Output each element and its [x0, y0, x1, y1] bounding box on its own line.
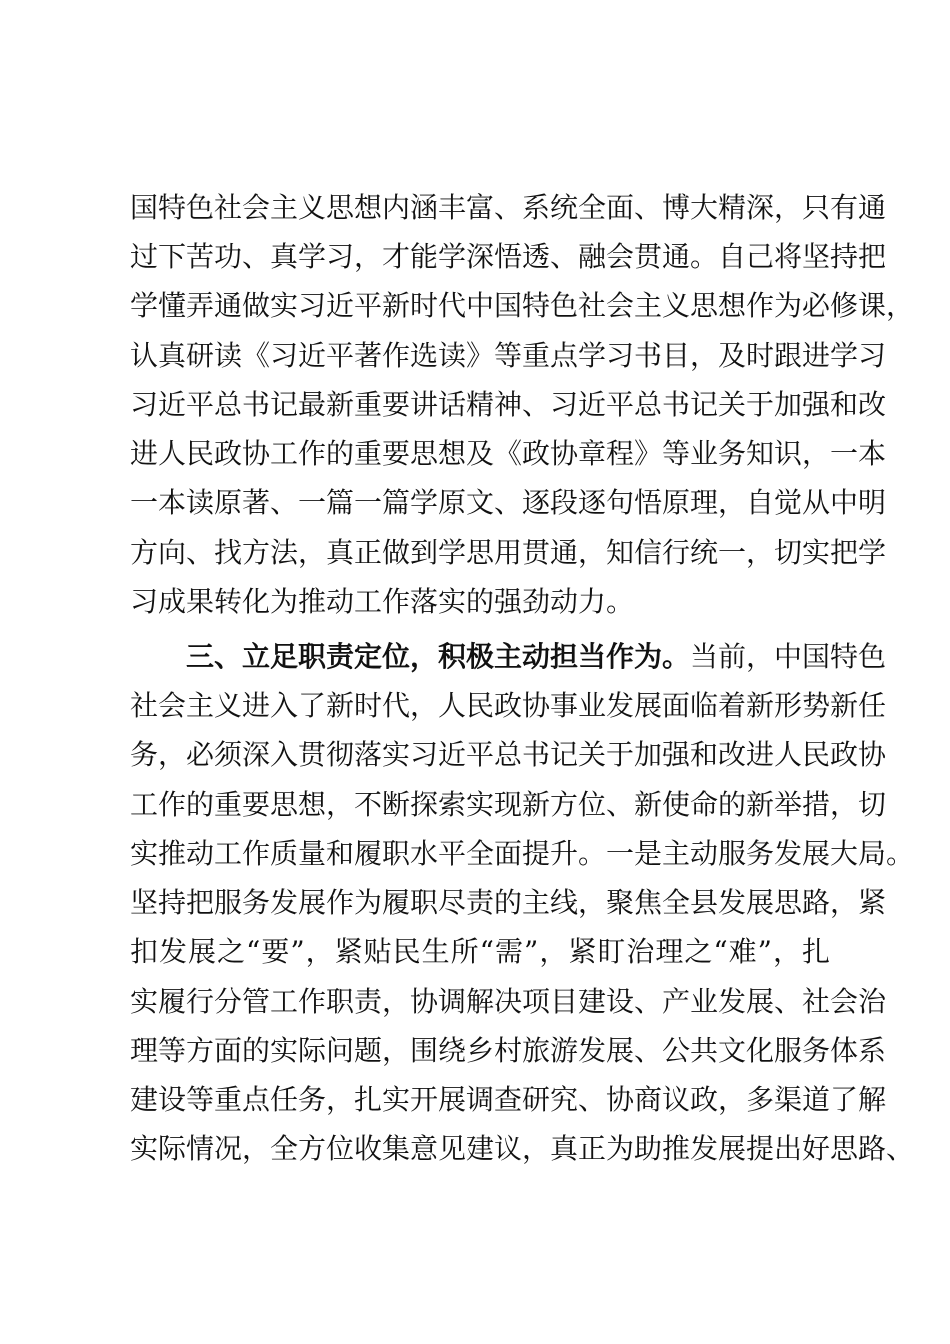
paragraph-1-line-8: 方向、找方法，真正做到学思用贯通，知信行统一，切实把学	[130, 536, 887, 569]
paragraph-1-line-7: 一本读原著、一篇一篇学原文、逐段逐句悟原理，自觉从中明	[130, 486, 887, 519]
paragraph-2-line-6: 坚持把服务发展作为履职尽责的主线，聚焦全县发展思路，紧	[130, 886, 887, 919]
paragraph-2-line-9: 理等方面的实际问题，围绕乡村旅游发展、公共文化服务体系	[130, 1034, 887, 1067]
paragraph-1-line-6: 进人民政协工作的重要思想及《政协章程》等业务知识，一本	[130, 437, 887, 470]
paragraph-2-line-5: 实推动工作质量和履职水平全面提升。一是主动服务发展大局。	[130, 837, 915, 870]
paragraph-2-line-2: 社会主义进入了新时代，人民政协事业发展面临着新形势新任	[130, 689, 887, 722]
paragraph-1-line-1: 国特色社会主义思想内涵丰富、系统全面、博大精深，只有通	[130, 191, 887, 224]
paragraph-2-line-8: 实履行分管工作职责，协调解决项目建设、产业发展、社会治	[130, 985, 887, 1018]
paragraph-1-line-2: 过下苦功、真学习，才能学深悟透、融会贯通。自己将坚持把	[130, 240, 887, 273]
paragraph-2-first-line-text: 当前，中国特色	[690, 640, 887, 673]
section-heading: 三、立足职责定位，积极主动担当作为。	[186, 640, 691, 673]
paragraph-2-line-11: 实际情况，全方位收集意见建议，真正为助推发展提出好思路、	[130, 1132, 915, 1165]
paragraph-2-line-10: 建设等重点任务，扎实开展调查研究、协商议政，多渠道了解	[130, 1083, 887, 1116]
paragraph-1-line-3: 学懂弄通做实习近平新时代中国特色社会主义思想作为必修课，	[130, 289, 915, 322]
paragraph-1-line-9: 习成果转化为推动工作落实的强劲动力。	[130, 585, 635, 618]
paragraph-2-line-3: 务，必须深入贯彻落实习近平总书记关于加强和改进人民政协	[130, 738, 887, 771]
paragraph-2-line-4: 工作的重要思想，不断探索实现新方位、新使命的新举措，切	[130, 788, 887, 821]
paragraph-1-line-5: 习近平总书记最新重要讲话精神、习近平总书记关于加强和改	[130, 388, 887, 421]
paragraph-2-line-7: 扣发展之“要”，紧贴民生所“需”，紧盯治理之“难”，扎	[130, 935, 830, 968]
paragraph-1-line-4: 认真研读《习近平著作选读》等重点学习书目，及时跟进学习	[130, 339, 887, 372]
paragraph-2-first-line	[186, 637, 887, 677]
